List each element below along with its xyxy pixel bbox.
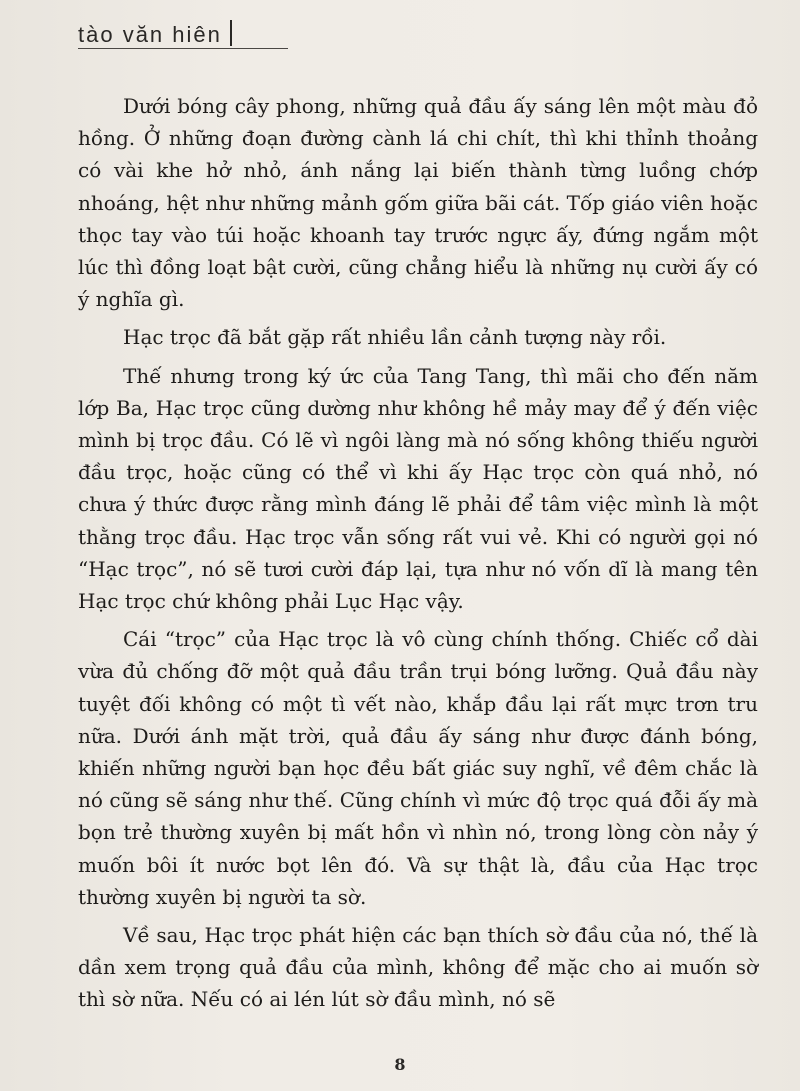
author-name: tào văn hiên <box>78 22 222 47</box>
paragraph-1: Dưới bóng cây phong, những quả đầu ấy sáng lên một màu đỏ hồng. Ở những đoạn đường cành lá chi chít, thì khi thỉnh thoảng có vài khe hở nhỏ, ánh nắng lại biến thành từng luồng chớp nhoáng, hệt như những mảnh gốm giữa bãi cát. Tốp giáo viên hoặc thọc tay vào túi hoặc khoanh tay trước ngực ấy, đứng ngắm một lúc thì đồng loạt bật cười, cũng chẳng hiểu là những nụ cười ấy có ý nghĩa gì. <box>78 94 758 312</box>
header-underline <box>78 48 288 49</box>
paragraph-3: Thế nhưng trong ký ức của Tang Tang, thì mãi cho đến năm lớp Ba, Hạc trọc cũng dường như không hề mảy may để ý đến việc mình bị trọc đầu. Có lẽ vì ngôi làng mà nó sống không thiếu người đầu trọc, hoặc cũng có thể vì khi ấy Hạc trọc còn quá nhỏ, nó chưa ý thức được rằng mình đáng lẽ phải để tâm việc mình là một thằng trọc đầu. Hạc trọc vẫn sống rất vui vẻ. Khi có người gọi nó “Hạc trọc”, nó sẽ tươi cười đáp lại, tựa như nó vốn dĩ là mang tên Hạc trọc chứ không phải Lục Hạc vậy. <box>78 363 758 614</box>
paragraph-5: Về sau, Hạc trọc phát hiện các bạn thích sờ đầu của nó, thế là dần xem trọng quả đầu của mình, không để mặc cho ai muốn sờ thì sờ nữa. Nếu có ai lén lút sờ đầu mình, nó sẽ <box>78 923 758 1012</box>
header-vertical-rule <box>230 20 232 46</box>
paragraph-4: Cái “trọc” của Hạc trọc là vô cùng chính thống. Chiếc cổ dài vừa đủ chống đỡ một quả đầu trần trụi bóng lưỡng. Quả đầu này tuyệt đối không có một tì vết nào, khắp đầu lại rất mực trơn tru nữa. Dưới ánh mặt trời, quả đầu ấy sáng như được đánh bóng, khiến những người bạn học đều bất giác suy nghĩ, về đêm chắc là nó cũng sẽ sáng như thế. Cũng chính vì mức độ trọc quá đỗi ấy mà bọn trẻ thường xuyên bị mất hồn vì nhìn nó, trong lòng còn nảy ý muốn bôi ít nước bọt lên đó. Và sự thật là, đầu của Hạc trọc thường xuyên bị người ta sờ. <box>78 627 758 909</box>
body-text <box>78 90 758 1022</box>
running-header <box>78 18 232 46</box>
page-number: 8 <box>394 1055 406 1074</box>
paragraph-2: Hạc trọc đã bắt gặp rất nhiều lần cảnh tượng này rồi. <box>123 325 667 350</box>
